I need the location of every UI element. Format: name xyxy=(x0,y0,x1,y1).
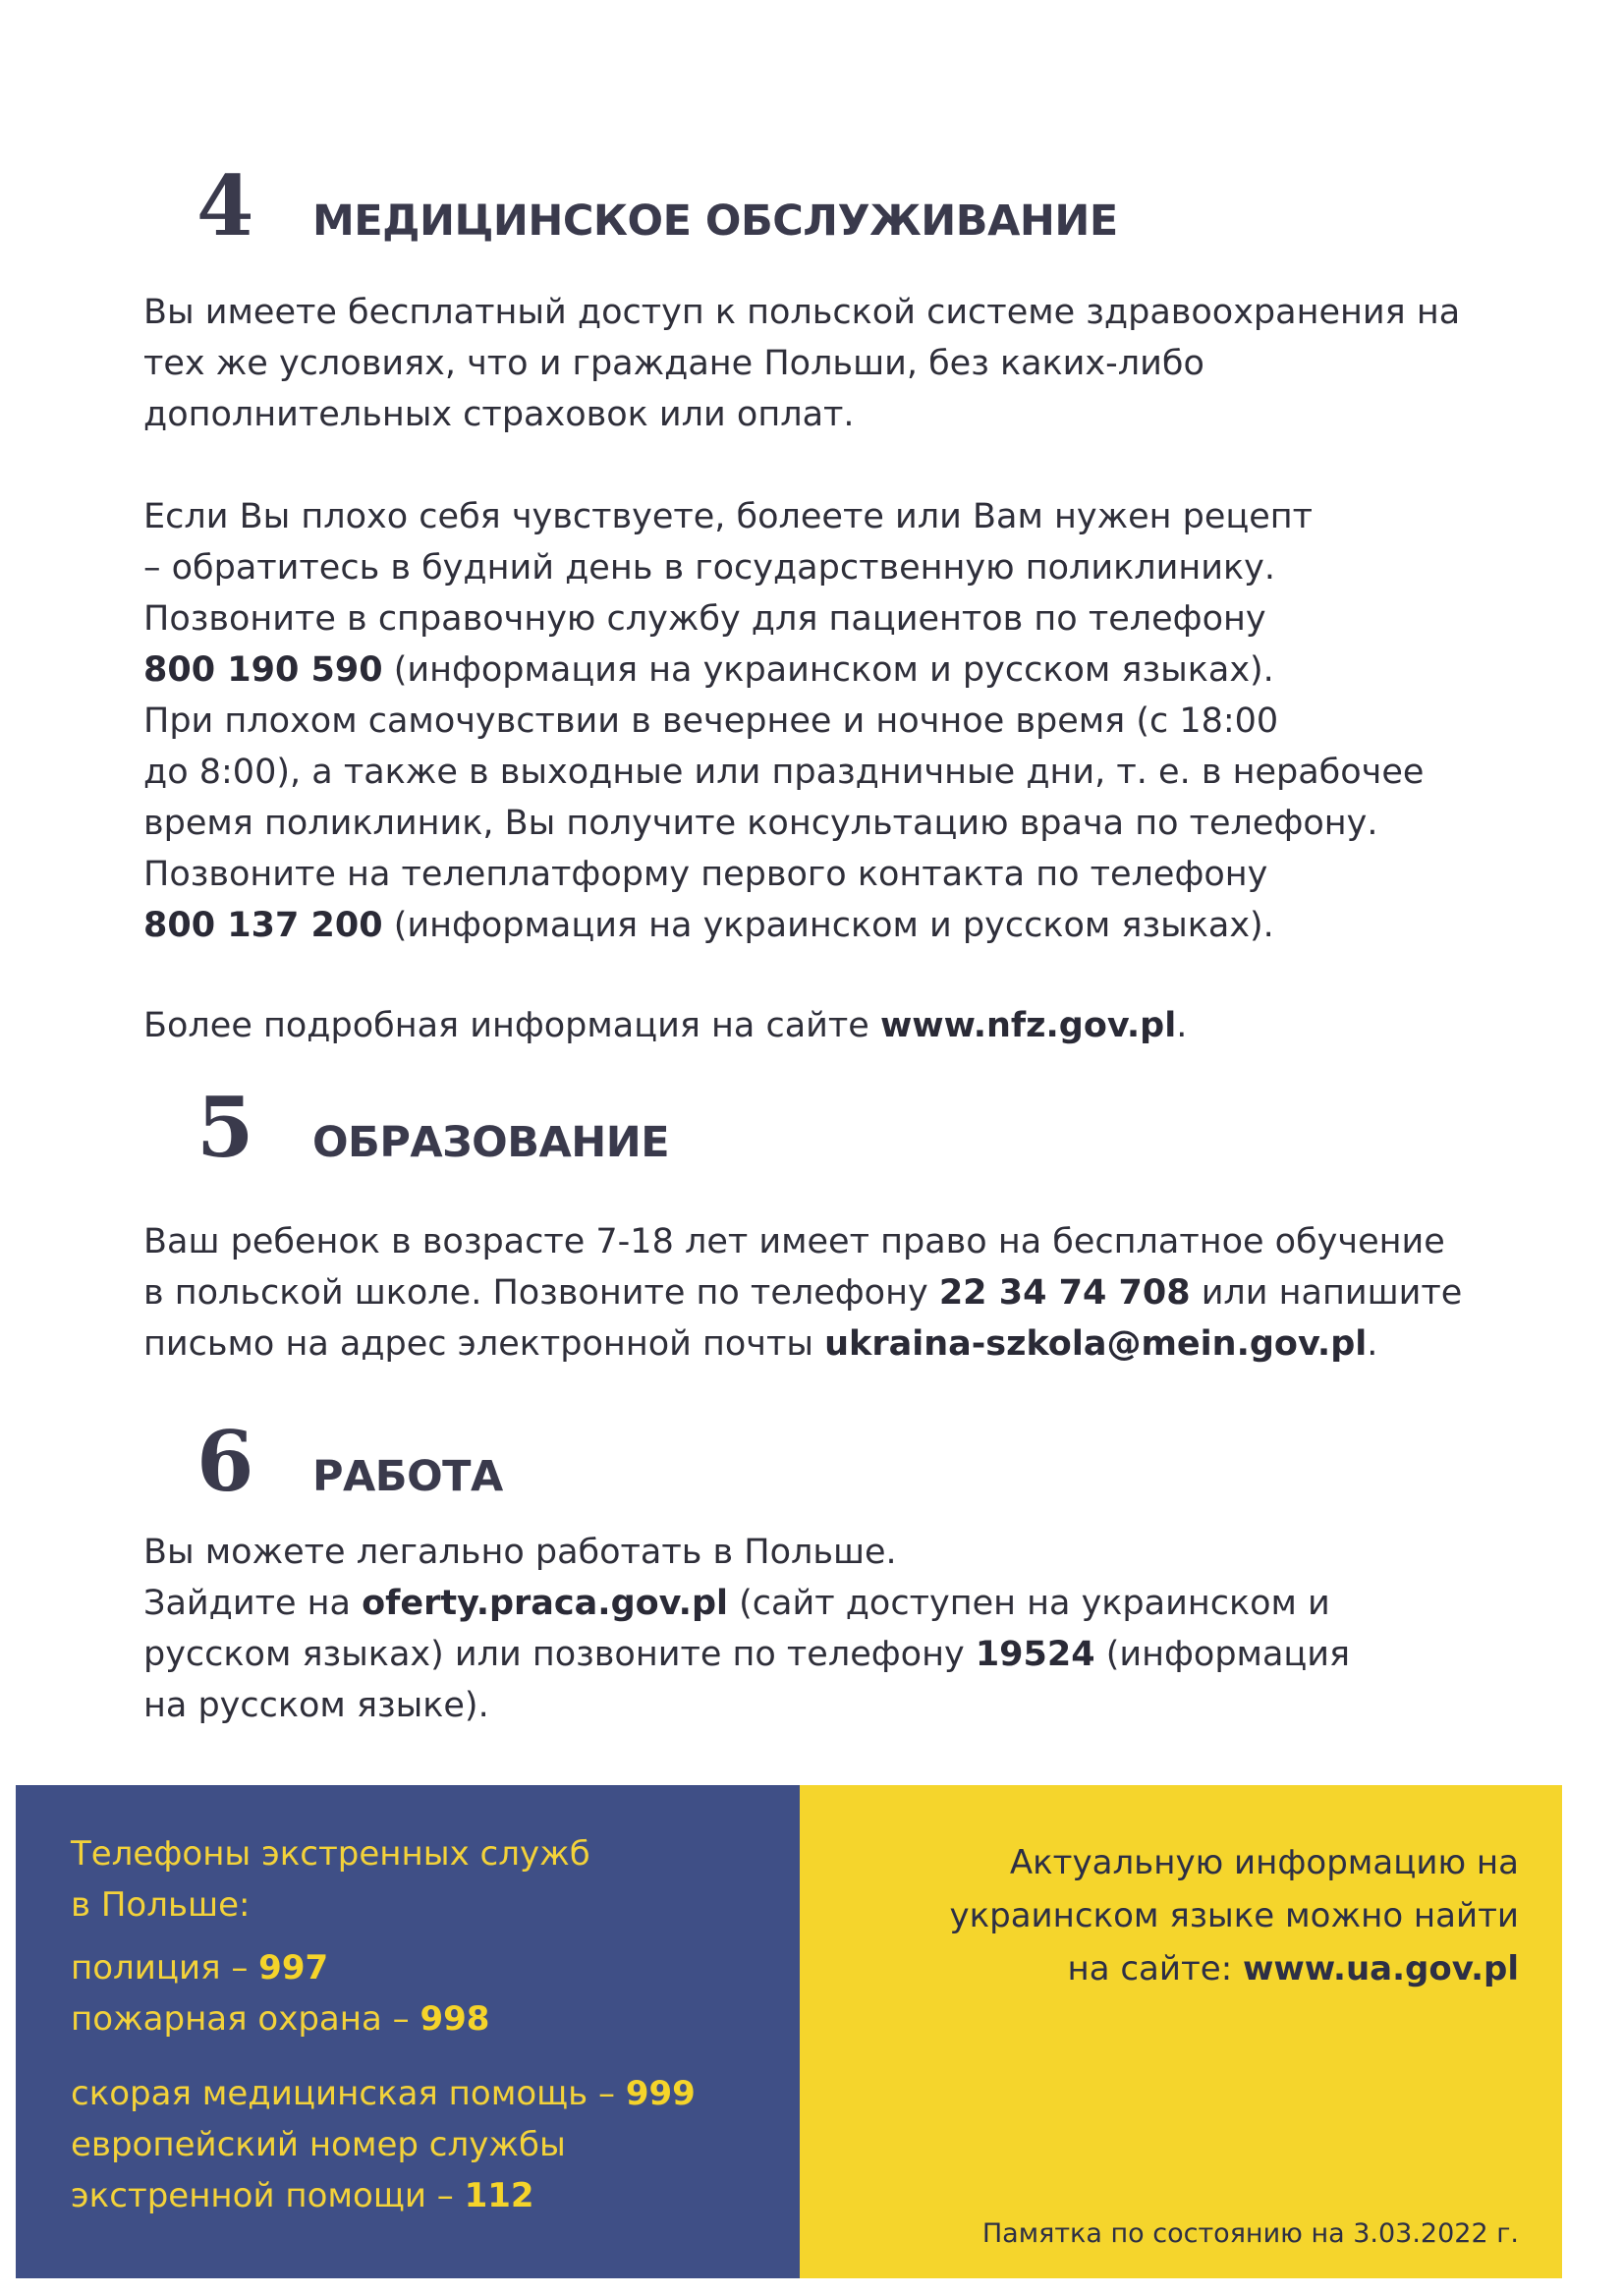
text-line: тех же условиях, что и граждане Польши, без каких-либо xyxy=(143,344,1204,383)
text-line: Позвоните на телеплатформу первого контакта по телефону xyxy=(143,855,1268,894)
emergency-list-1 xyxy=(71,1942,489,2044)
info-text xyxy=(949,1836,1519,1995)
text-line: Телефоны экстренных служб xyxy=(71,1834,590,1874)
text-fragment: письмо на адрес электронной почты xyxy=(143,1324,825,1364)
text-line: Ваш ребенок в возрасте 7-18 лет имеет право на бесплатное обучение xyxy=(143,1222,1445,1261)
phone-number: 999 xyxy=(625,2074,696,2113)
text-line: на русском языке). xyxy=(143,1686,489,1725)
text-fragment: пожарная охрана – xyxy=(71,1999,420,2039)
phone-number: 997 xyxy=(258,1948,329,1988)
ambulance-line xyxy=(71,2068,696,2119)
text-fragment: скорая медицинская помощь – xyxy=(71,2074,626,2113)
date-note: Памятка по состоянию на 3.03.2022 г. xyxy=(981,2218,1519,2249)
text-fragment: полиция – xyxy=(71,1948,259,1988)
section-work-heading xyxy=(196,1413,503,1510)
work-site-link[interactable]: oferty.praca.gov.pl xyxy=(362,1584,728,1623)
work-paragraph xyxy=(143,1527,1548,1731)
medical-paragraph-3 xyxy=(143,1000,1548,1051)
section-title: ОБРАЗОВАНИЕ xyxy=(312,1118,670,1167)
section-education-heading xyxy=(196,1079,670,1176)
text-line: дополнительных страховок или оплат. xyxy=(143,395,855,434)
text-fragment: (сайт доступен на украинском и xyxy=(728,1584,1330,1623)
text-line: время поликлиник, Вы получите консультацию врача по телефону. xyxy=(143,804,1378,843)
text-fragment: русском языках) или позвоните по телефону xyxy=(143,1635,976,1674)
text-line xyxy=(143,1267,1548,1318)
education-paragraph xyxy=(143,1216,1548,1370)
text-fragment: Зайдите на xyxy=(143,1584,363,1623)
text-line xyxy=(949,1942,1519,1995)
footer-banner xyxy=(16,1785,1562,2278)
text-line: Позвоните в справочную службу для пациентов по телефону xyxy=(143,599,1266,639)
text-line xyxy=(143,1000,1548,1051)
text-fragment: (информация xyxy=(1094,1635,1351,1674)
phone-number: 998 xyxy=(420,1999,490,2039)
text-line: Вы имеете бесплатный доступ к польской системе здравоохранения на xyxy=(143,293,1461,332)
nfz-link[interactable]: www.nfz.gov.pl xyxy=(879,1006,1177,1045)
text-line: При плохом самочувствии в вечернее и ночное время (с 18:00 xyxy=(143,701,1279,741)
section-medical-heading xyxy=(196,157,1118,254)
text-line: в Польше: xyxy=(71,1885,251,1925)
police-line xyxy=(71,1942,489,1993)
phone-number: 22 34 74 708 xyxy=(938,1273,1191,1313)
text-fragment: Более подробная информация на сайте xyxy=(143,1006,880,1045)
text-line xyxy=(143,644,1548,696)
text-line: Вы можете легально работать в Польше. xyxy=(143,1533,897,1572)
section-number: 6 xyxy=(196,1413,254,1510)
phone-number: 112 xyxy=(464,2176,534,2215)
medical-paragraph-2 xyxy=(143,491,1548,951)
text-line: до 8:00), а также в выходные или праздничные дни, т. е. в нерабочее xyxy=(143,753,1425,792)
text-fragment: (информация на украинском и русском языках). xyxy=(382,906,1274,945)
text-fragment: или напишите xyxy=(1190,1273,1463,1313)
medical-paragraph-1 xyxy=(143,287,1548,440)
text-line: украинском языке можно найти xyxy=(949,1896,1519,1935)
text-line xyxy=(143,1578,1548,1629)
text-line: Актуальную информацию на xyxy=(1009,1843,1519,1882)
text-line xyxy=(143,1318,1548,1370)
section-number: 5 xyxy=(196,1079,254,1176)
text-fragment: экстренной помощи – xyxy=(71,2176,465,2215)
phone-number: 19524 xyxy=(975,1635,1095,1674)
euro-line xyxy=(71,2170,696,2221)
section-title: МЕДИЦИНСКОЕ ОБСЛУЖИВАНИЕ xyxy=(312,196,1118,246)
text-fragment: . xyxy=(1176,1006,1188,1045)
phone-number: 800 137 200 xyxy=(143,906,383,945)
ua-gov-link[interactable]: www.ua.gov.pl xyxy=(1242,1949,1519,1988)
section-title: РАБОТА xyxy=(312,1452,503,1501)
text-fragment: . xyxy=(1367,1324,1378,1364)
text-line: европейский номер службы xyxy=(71,2125,566,2164)
emergency-list-2 xyxy=(71,2068,696,2221)
email-link[interactable]: ukraina-szkola@mein.gov.pl xyxy=(824,1324,1368,1364)
fire-line xyxy=(71,1993,489,2044)
phone-number: 800 190 590 xyxy=(143,650,383,690)
text-fragment: на сайте: xyxy=(1067,1949,1243,1988)
text-line: – обратитесь в будний день в государственную поликлинику. xyxy=(143,548,1275,588)
emergency-heading xyxy=(71,1828,590,1931)
text-line: Если Вы плохо себя чувствуете, болеете или Вам нужен рецепт xyxy=(143,497,1314,536)
text-line xyxy=(143,900,1548,951)
text-fragment: (информация на украинском и русском языках). xyxy=(382,650,1274,690)
text-fragment: в польской школе. Позвоните по телефону xyxy=(143,1273,939,1313)
info-panel xyxy=(800,1785,1562,2278)
text-line xyxy=(143,1629,1548,1680)
section-number: 4 xyxy=(196,157,254,254)
emergency-panel xyxy=(16,1785,800,2278)
